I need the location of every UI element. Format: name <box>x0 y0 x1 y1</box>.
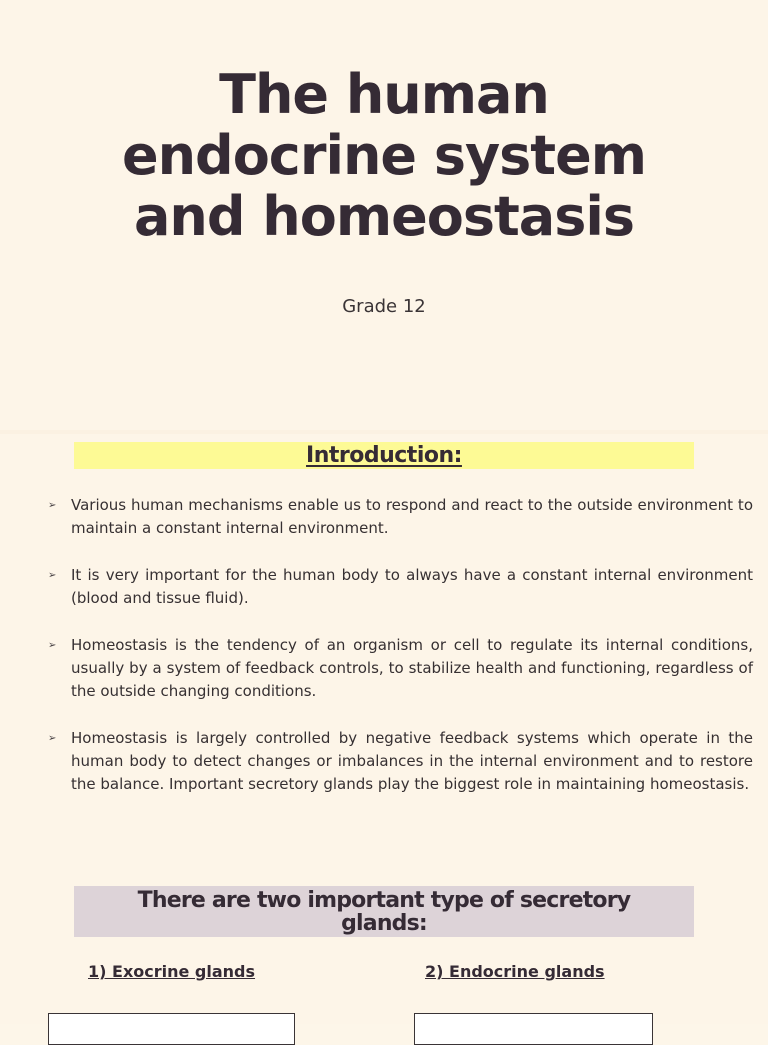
section-divider <box>0 430 768 434</box>
introduction-heading-box <box>74 442 694 469</box>
bullet-text: It is very important for the human body to always have a constant internal environment (blood and tissue fluid). <box>71 566 753 607</box>
list-item <box>48 494 753 540</box>
arrowhead-bullet-icon: ➢ <box>48 640 57 651</box>
glands-heading-line-2: glands: <box>341 911 427 936</box>
arrowhead-bullet-icon: ➢ <box>48 500 57 511</box>
list-item <box>48 564 753 610</box>
endocrine-glands-box <box>414 1013 653 1045</box>
exocrine-glands-box <box>48 1013 295 1045</box>
title-line-3: and homeostasis <box>133 185 635 248</box>
bullet-text: Homeostasis is largely controlled by negative feedback systems which operate in the human body to detect changes or imbalances in the internal environment and to restore the balance. Important secretory glands play the biggest role in maintaining homeostasis. <box>71 729 753 793</box>
glands-heading-line-1: There are two important type of secretory <box>137 888 631 913</box>
list-item <box>48 727 753 796</box>
introduction-heading: Introduction: <box>306 443 462 468</box>
title-line-1: The human <box>219 63 549 126</box>
introduction-list <box>48 494 753 820</box>
bullet-text: Various human mechanisms enable us to respond and react to the outside environment to maintain a constant internal environment. <box>71 496 753 537</box>
exocrine-glands-label: 1) Exocrine glands <box>88 962 256 981</box>
glands-heading <box>74 886 694 935</box>
page-title <box>0 64 768 247</box>
arrowhead-bullet-icon: ➢ <box>48 733 57 744</box>
arrowhead-bullet-icon: ➢ <box>48 570 57 581</box>
endocrine-glands-label: 2) Endocrine glands <box>425 962 605 981</box>
glands-heading-box <box>74 886 694 937</box>
title-line-2: endocrine system <box>121 124 647 187</box>
grade-label: Grade 12 <box>342 296 426 317</box>
bullet-text: Homeostasis is the tendency of an organism or cell to regulate its internal conditions, usually by a system of feedback controls, to stabilize health and functioning, regardless of the outside changing conditions. <box>71 636 753 700</box>
list-item <box>48 634 753 703</box>
